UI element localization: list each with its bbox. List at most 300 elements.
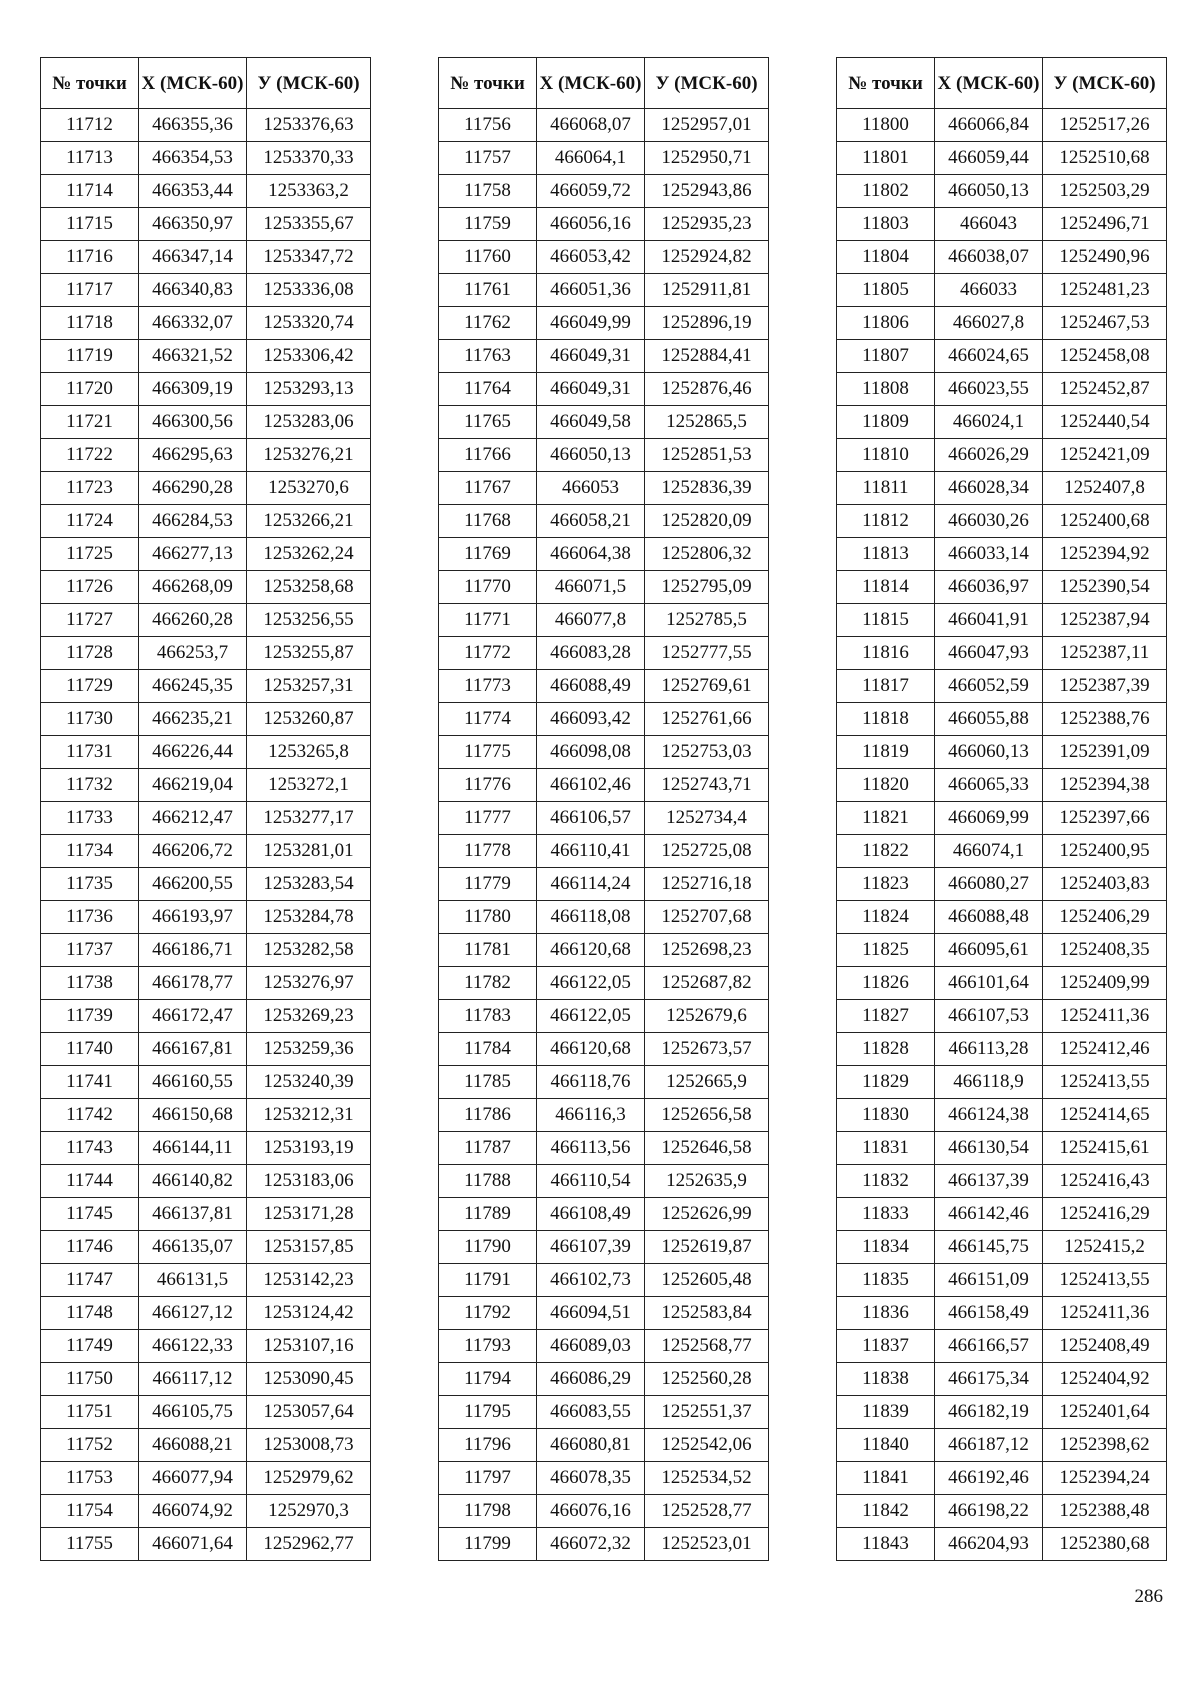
point-number-cell: 11747 <box>41 1264 139 1297</box>
x-coordinate-cell: 466041,91 <box>935 604 1043 637</box>
table-row <box>41 1231 371 1264</box>
table-row <box>837 703 1167 736</box>
y-coordinate-cell: 1253306,42 <box>247 340 371 373</box>
table-row <box>41 1495 371 1528</box>
table-row <box>41 1429 371 1462</box>
x-coordinate-cell: 466052,59 <box>935 670 1043 703</box>
table-row <box>41 208 371 241</box>
table-row <box>439 1330 769 1363</box>
point-number-cell: 11798 <box>439 1495 537 1528</box>
header-point-number: № точки <box>41 58 139 109</box>
y-coordinate-cell: 1252568,77 <box>645 1330 769 1363</box>
point-number-cell: 11800 <box>837 109 935 142</box>
point-number-cell: 11739 <box>41 1000 139 1033</box>
y-coordinate-cell: 1252412,46 <box>1043 1033 1167 1066</box>
table-row <box>41 1066 371 1099</box>
point-number-cell: 11835 <box>837 1264 935 1297</box>
header-point-number: № точки <box>439 58 537 109</box>
x-coordinate-cell: 466080,27 <box>935 868 1043 901</box>
x-coordinate-cell: 466065,33 <box>935 769 1043 802</box>
y-coordinate-cell: 1253265,8 <box>247 736 371 769</box>
x-coordinate-cell: 466024,65 <box>935 340 1043 373</box>
y-coordinate-cell: 1252394,24 <box>1043 1462 1167 1495</box>
x-coordinate-cell: 466212,47 <box>139 802 247 835</box>
x-coordinate-cell: 466347,14 <box>139 241 247 274</box>
point-number-cell: 11790 <box>439 1231 537 1264</box>
point-number-cell: 11799 <box>439 1528 537 1561</box>
point-number-cell: 11794 <box>439 1363 537 1396</box>
y-coordinate-cell: 1252924,82 <box>645 241 769 274</box>
table-row <box>41 604 371 637</box>
x-coordinate-cell: 466110,41 <box>537 835 645 868</box>
x-coordinate-cell: 466198,22 <box>935 1495 1043 1528</box>
y-coordinate-cell: 1252707,68 <box>645 901 769 934</box>
table-row <box>439 241 769 274</box>
x-coordinate-cell: 466295,63 <box>139 439 247 472</box>
y-coordinate-cell: 1252957,01 <box>645 109 769 142</box>
x-coordinate-cell: 466116,3 <box>537 1099 645 1132</box>
x-coordinate-cell: 466131,5 <box>139 1264 247 1297</box>
x-coordinate-cell: 466140,82 <box>139 1165 247 1198</box>
y-coordinate-cell: 1252523,01 <box>645 1528 769 1561</box>
y-coordinate-cell: 1252380,68 <box>1043 1528 1167 1561</box>
point-number-cell: 11834 <box>837 1231 935 1264</box>
table-row <box>41 769 371 802</box>
table-row <box>439 1462 769 1495</box>
x-coordinate-cell: 466028,34 <box>935 472 1043 505</box>
x-coordinate-cell: 466187,12 <box>935 1429 1043 1462</box>
point-number-cell: 11822 <box>837 835 935 868</box>
x-coordinate-cell: 466047,93 <box>935 637 1043 670</box>
x-coordinate-cell: 466049,99 <box>537 307 645 340</box>
point-number-cell: 11824 <box>837 901 935 934</box>
x-coordinate-cell: 466226,44 <box>139 736 247 769</box>
x-coordinate-cell: 466122,05 <box>537 967 645 1000</box>
table-row <box>439 1000 769 1033</box>
x-coordinate-cell: 466049,31 <box>537 373 645 406</box>
table-header-row <box>439 58 769 109</box>
x-coordinate-cell: 466030,26 <box>935 505 1043 538</box>
x-coordinate-cell: 466026,29 <box>935 439 1043 472</box>
table-row <box>837 307 1167 340</box>
x-coordinate-cell: 466059,44 <box>935 142 1043 175</box>
table-row <box>439 1495 769 1528</box>
point-number-cell: 11745 <box>41 1198 139 1231</box>
x-coordinate-cell: 466033,14 <box>935 538 1043 571</box>
y-coordinate-cell: 1252820,09 <box>645 505 769 538</box>
table-row <box>439 1297 769 1330</box>
table-row <box>439 538 769 571</box>
y-coordinate-cell: 1252876,46 <box>645 373 769 406</box>
x-coordinate-cell: 466151,09 <box>935 1264 1043 1297</box>
point-number-cell: 11732 <box>41 769 139 802</box>
point-number-cell: 11742 <box>41 1099 139 1132</box>
x-coordinate-cell: 466077,8 <box>537 604 645 637</box>
point-number-cell: 11758 <box>439 175 537 208</box>
point-number-cell: 11779 <box>439 868 537 901</box>
point-number-cell: 11727 <box>41 604 139 637</box>
table-row <box>837 175 1167 208</box>
x-coordinate-cell: 466118,9 <box>935 1066 1043 1099</box>
point-number-cell: 11725 <box>41 538 139 571</box>
point-number-cell: 11767 <box>439 472 537 505</box>
x-coordinate-cell: 466098,08 <box>537 736 645 769</box>
point-number-cell: 11736 <box>41 901 139 934</box>
x-coordinate-cell: 466043 <box>935 208 1043 241</box>
point-number-cell: 11763 <box>439 340 537 373</box>
x-coordinate-cell: 466027,8 <box>935 307 1043 340</box>
table-row <box>41 1000 371 1033</box>
y-coordinate-cell: 1252413,55 <box>1043 1066 1167 1099</box>
x-coordinate-cell: 466113,28 <box>935 1033 1043 1066</box>
table-row <box>41 637 371 670</box>
table-row <box>41 340 371 373</box>
point-number-cell: 11823 <box>837 868 935 901</box>
point-number-cell: 11788 <box>439 1165 537 1198</box>
point-number-cell: 11730 <box>41 703 139 736</box>
table-row <box>837 142 1167 175</box>
x-coordinate-cell: 466106,57 <box>537 802 645 835</box>
y-coordinate-cell: 1253240,39 <box>247 1066 371 1099</box>
table-row <box>439 769 769 802</box>
x-coordinate-cell: 466340,83 <box>139 274 247 307</box>
table-row <box>41 373 371 406</box>
header-x-coordinate: X (МСК-60) <box>139 58 247 109</box>
point-number-cell: 11804 <box>837 241 935 274</box>
x-coordinate-cell: 466204,93 <box>935 1528 1043 1561</box>
table-header-row <box>837 58 1167 109</box>
point-number-cell: 11737 <box>41 934 139 967</box>
y-coordinate-cell: 1252743,71 <box>645 769 769 802</box>
point-number-cell: 11768 <box>439 505 537 538</box>
y-coordinate-cell: 1253277,17 <box>247 802 371 835</box>
x-coordinate-cell: 466095,61 <box>935 934 1043 967</box>
table-row <box>439 934 769 967</box>
y-coordinate-cell: 1252979,62 <box>247 1462 371 1495</box>
y-coordinate-cell: 1253293,13 <box>247 373 371 406</box>
x-coordinate-cell: 466172,47 <box>139 1000 247 1033</box>
y-coordinate-cell: 1252761,66 <box>645 703 769 736</box>
x-coordinate-cell: 466050,13 <box>935 175 1043 208</box>
y-coordinate-cell: 1252413,55 <box>1043 1264 1167 1297</box>
x-coordinate-cell: 466064,38 <box>537 538 645 571</box>
x-coordinate-cell: 466069,99 <box>935 802 1043 835</box>
x-coordinate-cell: 466127,12 <box>139 1297 247 1330</box>
y-coordinate-cell: 1252605,48 <box>645 1264 769 1297</box>
table-row <box>41 1528 371 1561</box>
x-coordinate-cell: 466056,16 <box>537 208 645 241</box>
table-row <box>41 802 371 835</box>
table-row <box>41 571 371 604</box>
table-row <box>837 274 1167 307</box>
y-coordinate-cell: 1252416,29 <box>1043 1198 1167 1231</box>
point-number-cell: 11741 <box>41 1066 139 1099</box>
table-row <box>41 1396 371 1429</box>
table-row <box>837 1099 1167 1132</box>
x-coordinate-cell: 466122,33 <box>139 1330 247 1363</box>
point-number-cell: 11716 <box>41 241 139 274</box>
y-coordinate-cell: 1252687,82 <box>645 967 769 1000</box>
x-coordinate-cell: 466055,88 <box>935 703 1043 736</box>
y-coordinate-cell: 1252560,28 <box>645 1363 769 1396</box>
point-number-cell: 11773 <box>439 670 537 703</box>
point-number-cell: 11766 <box>439 439 537 472</box>
table-row <box>439 1231 769 1264</box>
point-number-cell: 11752 <box>41 1429 139 1462</box>
table-row <box>837 241 1167 274</box>
y-coordinate-cell: 1252388,48 <box>1043 1495 1167 1528</box>
y-coordinate-cell: 1252626,99 <box>645 1198 769 1231</box>
y-coordinate-cell: 1253320,74 <box>247 307 371 340</box>
table-row <box>439 736 769 769</box>
point-number-cell: 11762 <box>439 307 537 340</box>
x-coordinate-cell: 466235,21 <box>139 703 247 736</box>
table-row <box>439 307 769 340</box>
point-number-cell: 11770 <box>439 571 537 604</box>
point-number-cell: 11833 <box>837 1198 935 1231</box>
y-coordinate-cell: 1252411,36 <box>1043 1000 1167 1033</box>
y-coordinate-cell: 1252806,32 <box>645 538 769 571</box>
point-number-cell: 11841 <box>837 1462 935 1495</box>
table-row <box>439 208 769 241</box>
y-coordinate-cell: 1252411,36 <box>1043 1297 1167 1330</box>
x-coordinate-cell: 466033 <box>935 274 1043 307</box>
x-coordinate-cell: 466332,07 <box>139 307 247 340</box>
table-row <box>439 1264 769 1297</box>
table-row <box>41 1363 371 1396</box>
y-coordinate-cell: 1253090,45 <box>247 1363 371 1396</box>
point-number-cell: 11829 <box>837 1066 935 1099</box>
table-row <box>439 1198 769 1231</box>
x-coordinate-cell: 466142,46 <box>935 1198 1043 1231</box>
table-row <box>439 1429 769 1462</box>
point-number-cell: 11814 <box>837 571 935 604</box>
y-coordinate-cell: 1252665,9 <box>645 1066 769 1099</box>
y-coordinate-cell: 1252769,61 <box>645 670 769 703</box>
point-number-cell: 11724 <box>41 505 139 538</box>
x-coordinate-cell: 466166,57 <box>935 1330 1043 1363</box>
table-row <box>837 1198 1167 1231</box>
y-coordinate-cell: 1252542,06 <box>645 1429 769 1462</box>
table-row <box>41 142 371 175</box>
x-coordinate-cell: 466150,68 <box>139 1099 247 1132</box>
y-coordinate-cell: 1253276,21 <box>247 439 371 472</box>
point-number-cell: 11731 <box>41 736 139 769</box>
table-row <box>837 1231 1167 1264</box>
x-coordinate-cell: 466158,49 <box>935 1297 1043 1330</box>
x-coordinate-cell: 466118,08 <box>537 901 645 934</box>
x-coordinate-cell: 466219,04 <box>139 769 247 802</box>
x-coordinate-cell: 466268,09 <box>139 571 247 604</box>
table-row <box>41 1264 371 1297</box>
point-number-cell: 11777 <box>439 802 537 835</box>
header-x-coordinate: X (МСК-60) <box>935 58 1043 109</box>
y-coordinate-cell: 1253260,87 <box>247 703 371 736</box>
y-coordinate-cell: 1252467,53 <box>1043 307 1167 340</box>
table-row <box>837 736 1167 769</box>
table-row <box>837 1363 1167 1396</box>
x-coordinate-cell: 466284,53 <box>139 505 247 538</box>
y-coordinate-cell: 1252962,77 <box>247 1528 371 1561</box>
x-coordinate-cell: 466260,28 <box>139 604 247 637</box>
y-coordinate-cell: 1253355,67 <box>247 208 371 241</box>
y-coordinate-cell: 1253284,78 <box>247 901 371 934</box>
y-coordinate-cell: 1252646,58 <box>645 1132 769 1165</box>
table-row <box>41 406 371 439</box>
point-number-cell: 11714 <box>41 175 139 208</box>
y-coordinate-cell: 1252387,11 <box>1043 637 1167 670</box>
point-number-cell: 11751 <box>41 1396 139 1429</box>
table-row <box>41 307 371 340</box>
header-y-coordinate: У (МСК-60) <box>1043 58 1167 109</box>
y-coordinate-cell: 1252896,19 <box>645 307 769 340</box>
y-coordinate-cell: 1252400,95 <box>1043 835 1167 868</box>
header-point-number: № точки <box>837 58 935 109</box>
y-coordinate-cell: 1253283,54 <box>247 868 371 901</box>
y-coordinate-cell: 1252673,57 <box>645 1033 769 1066</box>
table-row <box>41 538 371 571</box>
table-row <box>439 1066 769 1099</box>
table-row <box>41 868 371 901</box>
x-coordinate-cell: 466068,07 <box>537 109 645 142</box>
y-coordinate-cell: 1252416,43 <box>1043 1165 1167 1198</box>
y-coordinate-cell: 1252935,23 <box>645 208 769 241</box>
point-number-cell: 11740 <box>41 1033 139 1066</box>
table-row <box>837 835 1167 868</box>
x-coordinate-cell: 466038,07 <box>935 241 1043 274</box>
table-row <box>41 175 371 208</box>
point-number-cell: 11750 <box>41 1363 139 1396</box>
x-coordinate-cell: 466117,12 <box>139 1363 247 1396</box>
point-number-cell: 11765 <box>439 406 537 439</box>
table-row <box>837 406 1167 439</box>
x-coordinate-cell: 466130,54 <box>935 1132 1043 1165</box>
table-row <box>837 1264 1167 1297</box>
table-row <box>439 142 769 175</box>
table-row <box>41 1198 371 1231</box>
y-coordinate-cell: 1252409,99 <box>1043 967 1167 1000</box>
point-number-cell: 11820 <box>837 769 935 802</box>
x-coordinate-cell: 466118,76 <box>537 1066 645 1099</box>
y-coordinate-cell: 1253124,42 <box>247 1297 371 1330</box>
table-row <box>837 1495 1167 1528</box>
y-coordinate-cell: 1253276,97 <box>247 967 371 1000</box>
x-coordinate-cell: 466074,1 <box>935 835 1043 868</box>
table-row <box>439 505 769 538</box>
point-number-cell: 11749 <box>41 1330 139 1363</box>
table-row <box>837 505 1167 538</box>
point-number-cell: 11793 <box>439 1330 537 1363</box>
table-row <box>41 1033 371 1066</box>
table-row <box>439 472 769 505</box>
x-coordinate-cell: 466050,13 <box>537 439 645 472</box>
x-coordinate-cell: 466049,31 <box>537 340 645 373</box>
point-number-cell: 11755 <box>41 1528 139 1561</box>
y-coordinate-cell: 1253259,36 <box>247 1033 371 1066</box>
y-coordinate-cell: 1252534,52 <box>645 1462 769 1495</box>
point-number-cell: 11722 <box>41 439 139 472</box>
y-coordinate-cell: 1252884,41 <box>645 340 769 373</box>
x-coordinate-cell: 466167,81 <box>139 1033 247 1066</box>
table-row <box>837 1396 1167 1429</box>
point-number-cell: 11843 <box>837 1528 935 1561</box>
table-header-row <box>41 58 371 109</box>
y-coordinate-cell: 1253258,68 <box>247 571 371 604</box>
table-row <box>439 1528 769 1561</box>
x-coordinate-cell: 466193,97 <box>139 901 247 934</box>
y-coordinate-cell: 1253347,72 <box>247 241 371 274</box>
table-row <box>837 1165 1167 1198</box>
x-coordinate-cell: 466089,03 <box>537 1330 645 1363</box>
table-row <box>837 439 1167 472</box>
y-coordinate-cell: 1253270,6 <box>247 472 371 505</box>
y-coordinate-cell: 1252635,9 <box>645 1165 769 1198</box>
point-number-cell: 11783 <box>439 1000 537 1033</box>
point-number-cell: 11815 <box>837 604 935 637</box>
page-number: 286 <box>1134 1586 1163 1607</box>
y-coordinate-cell: 1252390,54 <box>1043 571 1167 604</box>
table-row <box>41 109 371 142</box>
x-coordinate-cell: 466051,36 <box>537 274 645 307</box>
table-row <box>439 373 769 406</box>
y-coordinate-cell: 1253008,73 <box>247 1429 371 1462</box>
y-coordinate-cell: 1252970,3 <box>247 1495 371 1528</box>
y-coordinate-cell: 1252510,68 <box>1043 142 1167 175</box>
point-number-cell: 11809 <box>837 406 935 439</box>
x-coordinate-cell: 466083,55 <box>537 1396 645 1429</box>
y-coordinate-cell: 1252415,61 <box>1043 1132 1167 1165</box>
x-coordinate-cell: 466107,39 <box>537 1231 645 1264</box>
table-row <box>41 901 371 934</box>
point-number-cell: 11733 <box>41 802 139 835</box>
x-coordinate-cell: 466060,13 <box>935 736 1043 769</box>
point-number-cell: 11748 <box>41 1297 139 1330</box>
x-coordinate-cell: 466145,75 <box>935 1231 1043 1264</box>
table-row <box>439 670 769 703</box>
table-row <box>41 1099 371 1132</box>
x-coordinate-cell: 466245,35 <box>139 670 247 703</box>
table-row <box>837 1033 1167 1066</box>
x-coordinate-cell: 466122,05 <box>537 1000 645 1033</box>
point-number-cell: 11827 <box>837 1000 935 1033</box>
y-coordinate-cell: 1252836,39 <box>645 472 769 505</box>
x-coordinate-cell: 466064,1 <box>537 142 645 175</box>
table-row <box>41 1462 371 1495</box>
point-number-cell: 11840 <box>837 1429 935 1462</box>
x-coordinate-cell: 466105,75 <box>139 1396 247 1429</box>
table-row <box>837 604 1167 637</box>
y-coordinate-cell: 1253212,31 <box>247 1099 371 1132</box>
table-row <box>41 670 371 703</box>
coordinates-table-1 <box>40 57 371 1561</box>
x-coordinate-cell: 466321,52 <box>139 340 247 373</box>
y-coordinate-cell: 1253376,63 <box>247 109 371 142</box>
point-number-cell: 11786 <box>439 1099 537 1132</box>
x-coordinate-cell: 466144,11 <box>139 1132 247 1165</box>
y-coordinate-cell: 1253282,58 <box>247 934 371 967</box>
x-coordinate-cell: 466192,46 <box>935 1462 1043 1495</box>
x-coordinate-cell: 466088,21 <box>139 1429 247 1462</box>
point-number-cell: 11764 <box>439 373 537 406</box>
y-coordinate-cell: 1252725,08 <box>645 835 769 868</box>
y-coordinate-cell: 1252394,38 <box>1043 769 1167 802</box>
table-row <box>837 670 1167 703</box>
x-coordinate-cell: 466200,55 <box>139 868 247 901</box>
point-number-cell: 11797 <box>439 1462 537 1495</box>
y-coordinate-cell: 1252517,26 <box>1043 109 1167 142</box>
x-coordinate-cell: 466206,72 <box>139 835 247 868</box>
table-row <box>439 571 769 604</box>
